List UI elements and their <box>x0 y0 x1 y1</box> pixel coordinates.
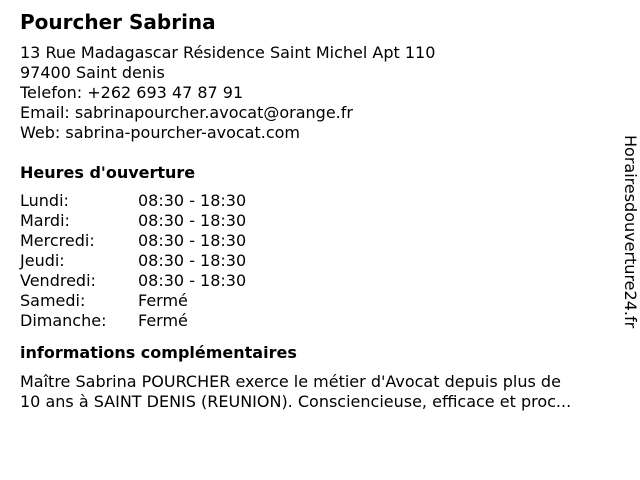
day-label: Dimanche: <box>20 311 107 330</box>
description-line-1: Maître Sabrina POURCHER exerce le métier d'Avocat depuis plus de <box>20 372 561 391</box>
hours-row-sunday <box>20 311 620 331</box>
opening-hours-title: Heures d'ouverture <box>20 163 196 182</box>
email-line: Email: sabrinapourcher.avocat@orange.fr <box>20 103 353 122</box>
day-label: Jeudi: <box>20 251 65 270</box>
day-hours: 08:30 - 18:30 <box>138 191 247 210</box>
day-hours: 08:30 - 18:30 <box>138 271 247 290</box>
day-label: Samedi: <box>20 291 86 310</box>
phone-line: Telefon: +262 693 47 87 91 <box>20 83 244 102</box>
opening-hours-list <box>20 191 620 331</box>
web-line: Web: sabrina-pourcher-avocat.com <box>20 123 301 142</box>
business-card <box>20 10 620 412</box>
description-line-2: 10 ans à SAINT DENIS (REUNION). Consciencieuse, efficace et proc... <box>20 392 572 411</box>
address-line-2: 97400 Saint denis <box>20 63 165 82</box>
day-label: Vendredi: <box>20 271 96 290</box>
hours-row-thursday <box>20 251 620 271</box>
hours-row-friday <box>20 271 620 291</box>
day-hours: 08:30 - 18:30 <box>138 231 247 250</box>
address-line-1: 13 Rue Madagascar Résidence Saint Michel Apt 110 <box>20 43 436 62</box>
day-label: Mardi: <box>20 211 70 230</box>
day-hours: Fermé <box>138 291 188 310</box>
day-label: Lundi: <box>20 191 69 210</box>
hours-row-saturday <box>20 291 620 311</box>
hours-row-monday <box>20 191 620 211</box>
day-hours: 08:30 - 18:30 <box>138 211 247 230</box>
day-hours: 08:30 - 18:30 <box>138 251 247 270</box>
hours-row-wednesday <box>20 231 620 251</box>
additional-info-title: informations complémentaires <box>20 343 297 362</box>
hours-row-tuesday <box>20 211 620 231</box>
day-hours: Fermé <box>138 311 188 330</box>
site-watermark: Horairesdouverture24.fr <box>621 135 640 329</box>
day-label: Mercredi: <box>20 231 95 250</box>
business-name: Pourcher Sabrina <box>20 10 216 34</box>
